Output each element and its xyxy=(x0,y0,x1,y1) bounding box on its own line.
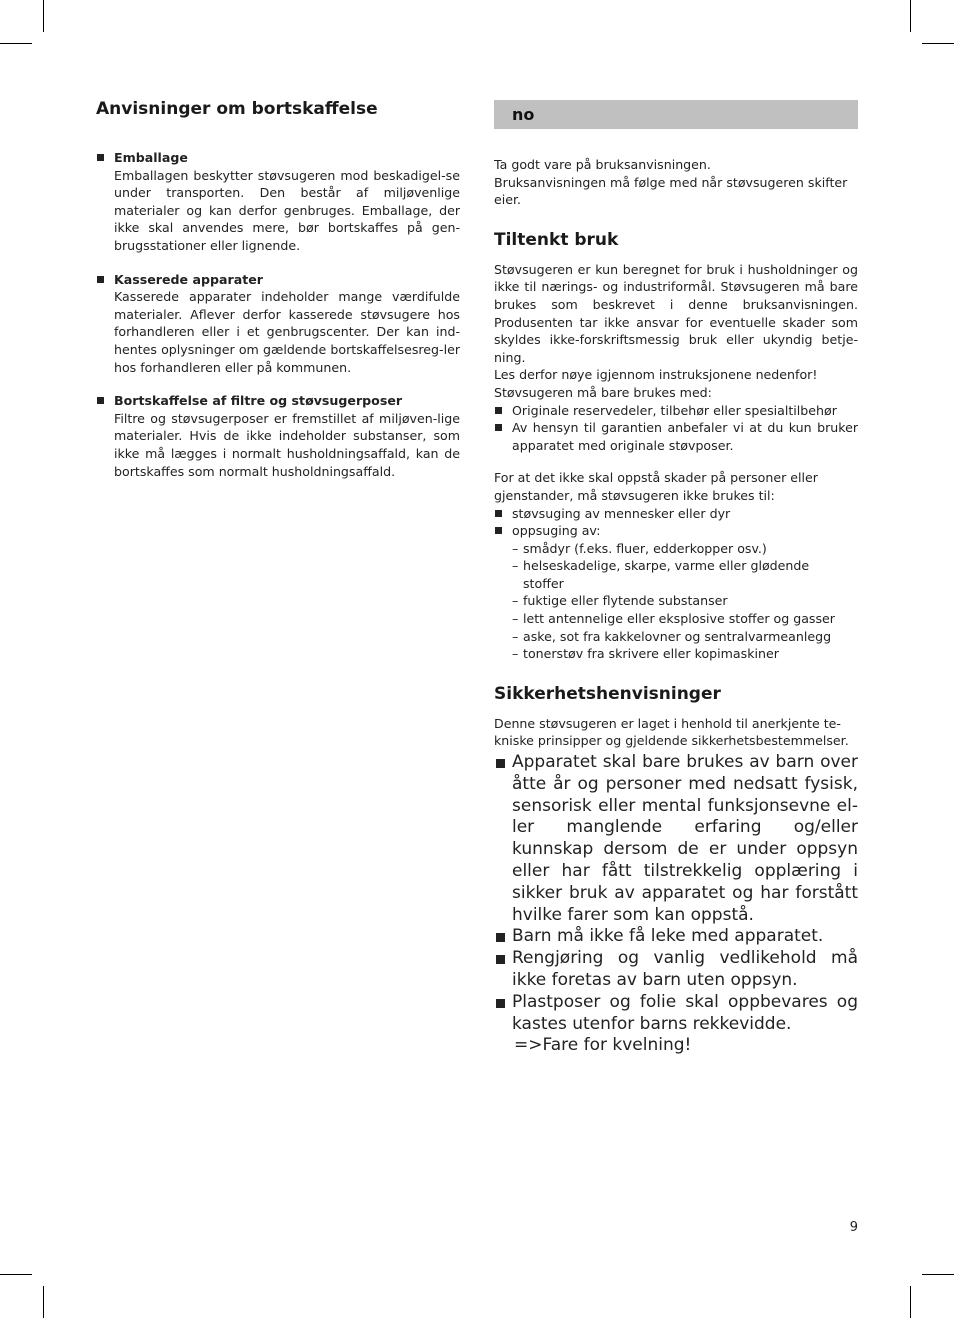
list-item-text: støvsuging av mennesker eller dyr xyxy=(512,505,731,521)
suffocation-warning: =>Fare for kvelning! xyxy=(514,1035,692,1056)
crop-mark xyxy=(43,0,44,32)
safety-item-text: Rengjøring og vanlig vedlikehold må ikke foretas av barn uten oppsyn. xyxy=(512,948,858,990)
dash-item-text: fuktige eller flytende substanser xyxy=(523,593,728,609)
safety-item xyxy=(494,948,858,992)
dash-item: – tonerstøv fra skrivere eller kopimaskiner xyxy=(494,645,858,663)
dash-item: – lett antennelige eller eksplosive stoffer og gasser xyxy=(494,610,858,628)
item-title: Kasserede apparater xyxy=(114,271,263,287)
dash-item-text: smådyr (f.eks. fluer, edderkopper osv.) xyxy=(523,540,767,556)
bullet-square-icon xyxy=(496,955,505,964)
disposal-item xyxy=(96,149,460,255)
dash-item-text: tonerstøv fra skrivere eller kopimaskiner xyxy=(523,646,779,662)
item-text: Kasserede apparater indeholder mange værdifulde materialer. Aflever derfor kasserede støvsugere hos forhandleren eller i et genbrugscenter. Der kan ind-hentes oplysninger om gældende bortskaffelsesreg-ler hos forhandleren eller på kommunen. xyxy=(114,289,460,375)
bullet-square-icon xyxy=(495,407,502,414)
dash-item: – smådyr (f.eks. fluer, edderkopper osv.) xyxy=(494,540,858,558)
item-title: Bortskaffelse af filtre og støvsugerposer xyxy=(114,393,403,409)
list-item-text: oppsuging av: xyxy=(512,523,601,539)
item-text: Emballagen beskytter støvsugeren mod beskadigel-se under transporten. Den består af miljøvenlige materialer og kan derfor genbruges. Emballage, der ikke skal anvendes mere, bør bortskaffes på gen-brugsstationer eller lignende. xyxy=(114,167,460,253)
bullet-square-icon xyxy=(495,527,502,534)
crop-mark xyxy=(910,1286,911,1318)
bullet-square-icon xyxy=(496,933,505,942)
safety-list xyxy=(494,752,858,1057)
use-read-note: Les derfor nøye igjennom instruksjonene nedenfor! xyxy=(494,367,818,383)
crop-mark xyxy=(922,1274,954,1275)
list-item xyxy=(494,419,858,454)
language-label: no xyxy=(494,100,858,129)
dash-item: – helseskadelige, skarpe, varme eller glødende stoffer xyxy=(494,557,858,592)
intro-line: Bruksanvisningen må følge med når støvsugeren skifter eier. xyxy=(494,174,848,208)
bullet-square-icon xyxy=(496,759,505,768)
crop-mark xyxy=(0,43,32,44)
bullet-square-icon xyxy=(97,276,104,283)
bullet-square-icon xyxy=(495,424,502,431)
list-item xyxy=(494,505,858,523)
safety-item xyxy=(494,992,858,1057)
list-item xyxy=(494,402,858,420)
safety-intro: Denne støvsugeren er laget i henhold til anerkjente te-kniske prinsipper og gjeldende sikkerhetsbestemmelser. xyxy=(494,715,849,749)
crop-mark xyxy=(43,1286,44,1318)
bullet-square-icon xyxy=(97,154,104,161)
intended-use-heading: Tiltenkt bruk xyxy=(494,229,619,250)
intro-text xyxy=(494,156,858,209)
right-column xyxy=(494,100,858,1057)
crop-mark xyxy=(0,1274,32,1275)
bullet-square-icon xyxy=(495,510,502,517)
dash-item: – fuktige eller flytende substanser xyxy=(494,592,858,610)
use-only-intro: Støvsugeren må bare brukes med: xyxy=(494,384,712,400)
disposal-item xyxy=(96,271,460,377)
disposal-heading: Anvisninger om bortskaffelse xyxy=(96,99,378,119)
dash-item-text: lett antennelige eller eksplosive stoffer og gasser xyxy=(523,611,835,627)
crop-mark xyxy=(922,43,954,44)
item-title: Emballage xyxy=(114,150,188,165)
list-item-text: Av hensyn til garantien anbefaler vi at du kun bruker apparatet med originale støvposer. xyxy=(512,420,858,453)
safety-item-text: Barn må ikke få leke med apparatet. xyxy=(512,926,824,947)
disposal-item xyxy=(96,392,460,480)
safety-heading: Sikkerhetshenvisninger xyxy=(494,683,721,704)
dash-item: – aske, sot fra kakkelovner og sentralvarmeanlegg xyxy=(494,628,858,646)
list-item xyxy=(494,522,858,540)
safety-item xyxy=(494,926,858,948)
list-item-text: Originale reservedeler, tilbehør eller spesialtilbehør xyxy=(512,402,837,418)
item-text: Filtre og støvsugerposer er fremstillet af miljøven-lige materialer. Hvis de ikke indeholder substanser, som ikke må lægges i normalt husholdningsaffald, kan de bortskaffes som normalt husholdningsaffald. xyxy=(114,410,460,479)
intro-line: Ta godt vare på bruksanvisningen. xyxy=(494,157,711,172)
dash-item-text: aske, sot fra kakkelovner og sentralvarmeanlegg xyxy=(523,628,832,644)
left-column xyxy=(96,96,460,480)
dash-item-text: helseskadelige, skarpe, varme eller glødende stoffer xyxy=(523,558,810,591)
safety-section xyxy=(494,715,858,1057)
page-number: 9 xyxy=(849,1220,858,1235)
safety-item-text: Plastposer og folie skal oppbevares og kastes utenfor barns rekkevidde. xyxy=(512,991,858,1034)
bullet-square-icon xyxy=(496,999,505,1008)
use-text: Støvsugeren er kun beregnet for bruk i husholdninger og ikke til nærings- og industriformål. Støvsugeren må bare brukes som beskrevet i denne bruksanvisningen. Produsenten tar ikke ansvar for eventuelle skader som skyldes ikke-forskriftsmessig bruk eller ukyndig betje-ning. xyxy=(494,261,858,365)
intended-use-section xyxy=(494,261,858,663)
crop-mark xyxy=(910,0,911,32)
bullet-square-icon xyxy=(97,397,104,404)
safety-item xyxy=(494,752,858,926)
avoid-intro: For at det ikke skal oppstå skader på personer eller gjenstander, må støvsugeren ikke brukes til: xyxy=(494,470,818,503)
safety-item-text: Apparatet skal bare brukes av barn over åtte år og personer med nedsatt fysisk, sensorisk eller mental funksjonsevne el-ler manglende erfaring og/eller kunnskap dersom de er under oppsyn eller har fått tilstrekkelig opplæring i sikker bruk av apparatet og har forstått hvilke farer som kan oppstå. xyxy=(512,752,858,925)
